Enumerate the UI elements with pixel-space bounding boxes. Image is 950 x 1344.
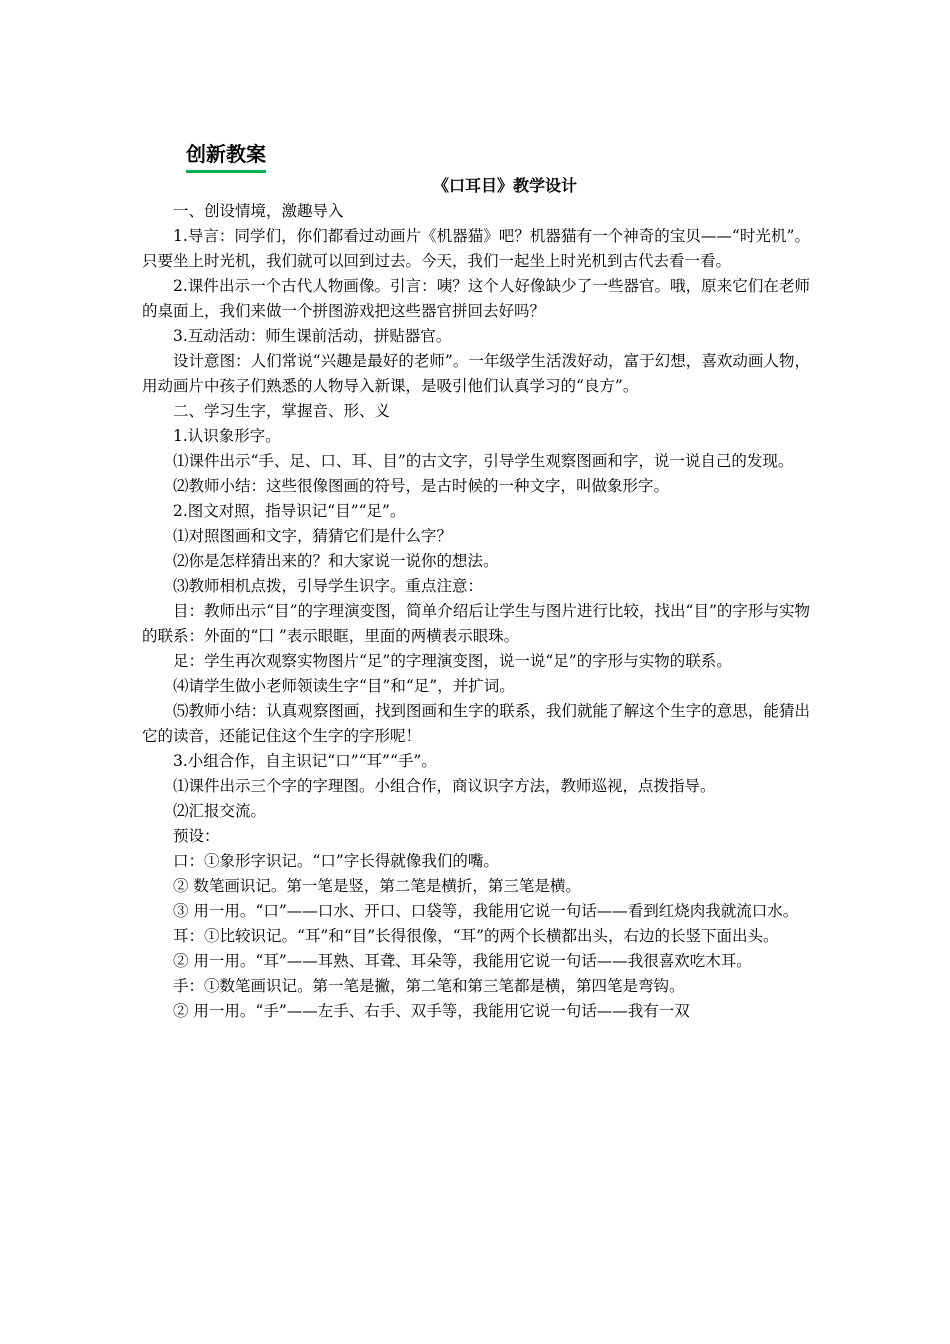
paragraph: ③ 用一用。“口”——口水、开口、口袋等，我能用它说一句话——看到红烧肉我就流口水。 bbox=[173, 902, 799, 920]
section-heading: 二、学习生字，掌握音、形、义 bbox=[173, 402, 391, 420]
paragraph: ② 用一用。“耳”——耳熟、耳聋、耳朵等，我能用它说一句话——我很喜欢吃木耳。 bbox=[173, 952, 752, 970]
paragraph: ⑵你是怎样猜出来的？和大家说一说你的想法。 bbox=[173, 552, 499, 570]
paragraph: ⑴课件出示“手、足、口、耳、目”的古文字，引导学生观察图画和字，说一说自己的发现。 bbox=[173, 452, 794, 470]
paragraph: 手：①数笔画识记。第一笔是撇，第二笔和第三笔都是横，第四笔是弯钩。 bbox=[173, 977, 685, 995]
paragraph: ⑴对照图画和文字，猜猜它们是什么字？ bbox=[173, 527, 453, 545]
paragraph: ⑶教师相机点拨，引导学生识字。重点注意： bbox=[173, 577, 484, 595]
paragraph: 口：①象形字识记。“口”字长得就像我们的嘴。 bbox=[173, 852, 499, 870]
paragraph: ⑷请学生做小老师领读生字“目”和“足”，并扩词。 bbox=[173, 677, 515, 695]
header-label: 创新教案 bbox=[186, 141, 266, 173]
paragraph: 足：学生再次观察实物图片“足”的字理演变图，说一说“足”的字形与实物的联系。 bbox=[173, 652, 732, 670]
paragraph: 3.小组合作，自主识记“口”“耳”“手”。 bbox=[173, 752, 437, 770]
paragraph: 目：教师出示“目”的字理演变图，简单介绍后让学生与图片进行比较，找出“目”的字形与实物的联系：外面的“囗 ”表示眼眶，里面的两横表示眼珠。 bbox=[142, 602, 810, 645]
section-heading: 一、创设情境，激趣导入 bbox=[173, 202, 344, 220]
paragraph: ② 用一用。“手”——左手、右手、双手等，我能用它说一句话——我有一双 bbox=[173, 1002, 690, 1020]
paragraph: ⑸教师小结：认真观察图画，找到图画和生字的联系，我们就能了解这个生字的意思，能猜出它的读音，还能记住这个生字的字形呢！ bbox=[142, 702, 810, 745]
paragraph: 耳：①比较识记。“耳”和“目”长得很像，“耳”的两个长横都出头，右边的长竖下面出头。 bbox=[173, 927, 779, 945]
paragraph: ⑵教师小结：这些很像图画的符号，是古时候的一种文字，叫做象形字。 bbox=[173, 477, 670, 495]
document-body bbox=[142, 199, 810, 1024]
paragraph: 3.互动活动：师生课前活动，拼贴器官。 bbox=[173, 327, 452, 345]
paragraph: 2.图文对照，指导识记“目”“足”。 bbox=[173, 502, 406, 520]
paragraph: ② 数笔画识记。第一笔是竖，第二笔是横折，第三笔是横。 bbox=[173, 877, 581, 895]
paragraph: 预设： bbox=[173, 827, 220, 845]
paragraph: ⑵汇报交流。 bbox=[173, 802, 267, 820]
paragraph: ⑴课件出示三个字的字理图。小组合作，商议识字方法，教师巡视，点拨指导。 bbox=[173, 777, 716, 795]
paragraph: 2.课件出示一个古代人物画像。引言：咦？这个人好像缺少了一些器官。哦，原来它们在老师的桌面上，我们来做一个拼图游戏把这些器官拼回去好吗？ bbox=[142, 277, 810, 320]
paragraph: 1.认识象形字。 bbox=[173, 427, 281, 445]
paragraph: 设计意图：人们常说“兴趣是最好的老师”。一年级学生活泼好动，富于幻想，喜欢动画人物，用动画片中孩子们熟悉的人物导入新课，是吸引他们认真学习的“良方”。 bbox=[142, 352, 810, 395]
document-title: 《口耳目》教学设计 bbox=[432, 176, 577, 195]
paragraph: 1.导言：同学们，你们都看过动画片《机器猫》吧？机器猫有一个神奇的宝贝——“时光机”。只要坐上时光机，我们就可以回到过去。今天，我们一起坐上时光机到古代去看一看。 bbox=[142, 227, 810, 270]
